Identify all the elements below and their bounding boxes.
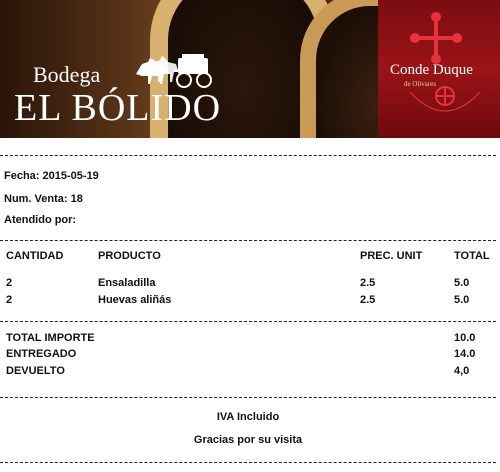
divider	[0, 397, 496, 398]
item-total: 5.0	[454, 294, 470, 306]
atendido-label: Atendido por:	[4, 214, 77, 226]
item-cantidad: 2	[6, 277, 13, 289]
header-total: TOTAL	[454, 250, 490, 262]
fecha-value: 2015-05-19	[42, 170, 99, 182]
item-producto: Huevas aliñás	[98, 294, 172, 306]
thanks-message: Gracias por su visita	[193, 434, 303, 446]
iva-note: IVA Incluido	[216, 411, 280, 423]
item-producto: Ensaladilla	[98, 277, 156, 289]
total-importe-label: TOTAL IMPORTE	[6, 332, 95, 344]
divider	[0, 321, 496, 322]
carriage-icon	[134, 52, 216, 90]
venta-value: 18	[70, 193, 83, 205]
brand-title: EL BÓLIDO	[14, 87, 222, 129]
fecha-label: Fecha:	[4, 170, 40, 182]
entregado-label: ENTREGADO	[6, 348, 77, 360]
fecha-row	[4, 170, 99, 182]
header-banner	[0, 0, 500, 138]
divider	[0, 240, 496, 241]
venta-label: Num. Venta:	[4, 193, 68, 205]
devuelto-label: DEVUELTO	[6, 365, 65, 377]
devuelto-value: 4,0	[454, 365, 470, 377]
seal-ornament-icon	[400, 78, 490, 126]
item-prec-unit: 2.5	[360, 294, 376, 306]
entregado-value: 14.0	[454, 348, 476, 360]
brand-small-text: Bodega	[33, 62, 101, 87]
divider	[0, 462, 496, 463]
calatrava-cross-icon	[410, 12, 462, 64]
header-cantidad: CANTIDAD	[6, 250, 64, 262]
venta-row	[4, 193, 83, 205]
header-producto: PRODUCTO	[98, 250, 161, 262]
item-cantidad: 2	[6, 294, 13, 306]
header-prec-unit: PREC. UNIT	[360, 250, 423, 262]
item-prec-unit: 2.5	[360, 277, 376, 289]
total-importe-value: 10.0	[454, 332, 476, 344]
item-total: 5.0	[454, 277, 470, 289]
divider	[0, 155, 496, 156]
partner-logo-text: Conde Duque	[390, 62, 473, 78]
partner-logo-subtext: de Olivares	[404, 80, 437, 88]
